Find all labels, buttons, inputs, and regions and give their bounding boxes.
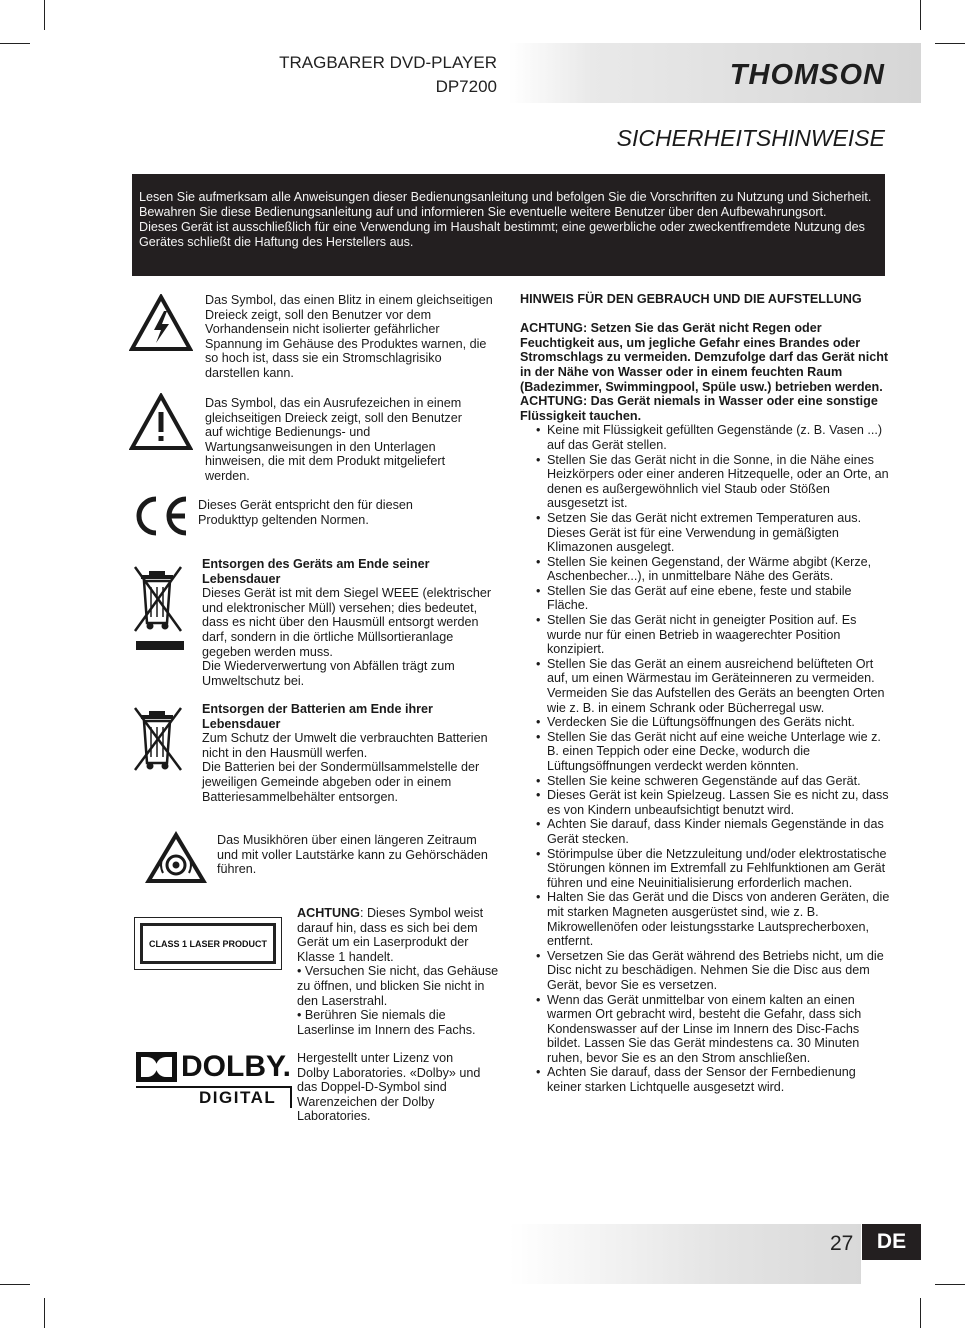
laser-block	[297, 906, 502, 1037]
intro-paragraph: Dieses Gerät ist ausschließlich für eine Verwendung im Haushalt bestimmt; eine gewerbliche oder zweckentfremdete Nutzung des Gerätes schließt die Haftung des Herstellers aus.	[139, 220, 865, 249]
list-item: • Keine mit Flüssigkeit gefüllten Gegenstände (z. B. Vasen ...) auf das Gerät stellen.	[536, 423, 892, 452]
crop-mark	[920, 0, 921, 30]
exclamation-warning-icon	[129, 393, 193, 451]
exclamation-text: Das Symbol, das ein Ausrufezeichen in einem gleichseitigen Dreieck zeigt, soll den Benutzer auf wichtige Bedienungs- und Wartungsanweisungen in den Unterlagen hinweisen, die mit dem Produkt mitgeliefert werden.	[205, 396, 462, 483]
intro-paragraph: Lesen Sie aufmerksam alle Anweisungen dieser Bedienungsanleitung und befolgen Sie die Vorschriften zu Nutzung und Sicherheit. Bewahren Sie diese Bedienungsanleitung auf und informieren Sie eventuelle weitere Benutzer über den Aufbewahrungsort.	[139, 190, 872, 219]
dolby-text: Hergestellt unter Lizenz von Dolby Laboratories. «Dolby» und das Doppel-D-Symbol sind Warenzeichen der Dolby Laboratories.	[297, 1051, 481, 1124]
crop-mark	[0, 43, 30, 44]
usage-heading: HINWEIS FÜR DEN GEBRAUCH UND DIE AUFSTELLUNG	[520, 292, 862, 306]
crop-mark	[920, 1298, 921, 1328]
list-item: • Achten Sie darauf, dass der Sensor der Fernbedienung keiner starken Lichtquelle ausgesetzt wird.	[536, 1065, 892, 1094]
dolby-digital-logo: DIGITAL	[199, 1088, 277, 1107]
ce-text: Dieses Gerät entspricht den für diesen Produkttyp geltenden Normen.	[198, 498, 413, 527]
usage-warning: ACHTUNG: Setzen Sie das Gerät nicht Regen oder Feuchtigkeit aus, um jegliche Gefahr eines Brandes oder Stromschlags zu vermeiden. Demzufolge darf das Gerät nicht in der Nähe von Wasser oder in einem feuchten Raum (Badezimmer, Swimmingpool, Spüle usw.) betrieben werden.	[520, 321, 889, 394]
crop-mark	[935, 43, 965, 44]
hearing-warning-icon	[143, 829, 209, 885]
weee-text: Die Wiederverwertung von Abfällen trägt zum Umweltschutz bei.	[202, 659, 455, 688]
weee-bin-icon	[133, 565, 187, 653]
crop-mark	[44, 0, 45, 30]
battery-title: Entsorgen der Batterien am Ende ihrer Lebensdauer	[202, 702, 433, 731]
battery-block	[202, 702, 497, 804]
crop-mark	[935, 1284, 965, 1285]
laser-class-text: CLASS 1 LASER PRODUCT	[140, 923, 276, 964]
laser-bullet: • Berühren Sie niemals die Laserlinse im Innern des Fachs.	[297, 1008, 476, 1037]
lightning-warning-icon	[129, 294, 193, 352]
weee-block	[202, 557, 497, 688]
list-item: • Dieses Gerät ist kein Spielzeug. Lassen Sie es nicht zu, dass es von Kindern unbeaufsichtigt benutzt wird.	[536, 788, 892, 817]
language-badge: DE	[862, 1224, 921, 1260]
page-number: 27	[830, 1232, 854, 1255]
crop-mark	[44, 1298, 45, 1328]
ce-mark-icon	[132, 494, 190, 538]
brand-logo: THOMSON	[729, 59, 885, 91]
list-item: • Stellen Sie keine schweren Gegenstände auf das Gerät.	[536, 774, 892, 789]
list-item: • Wenn das Gerät unmittelbar von einem kalten an einen warmen Ort gebracht wird, besteht die Gefahr, dass sich Kondenswasser auf der Linse im Innern des Disc-Fachs bildet. Lassen Sie das Gerät mindestens ca. 30 Minuten ruhen, bevor Sie es an den Strom anschließen.	[536, 993, 892, 1066]
model-number: DP7200	[435, 77, 497, 96]
dolby-double-d-icon	[136, 1052, 177, 1082]
list-item: • Versetzen Sie das Gerät während des Betriebs nicht, um die Disc nicht zu beschädigen. Nehmen Sie die Disc aus dem Gerät, bevor Sie es versetzen.	[536, 949, 892, 993]
intro-box	[132, 174, 885, 276]
list-item: • Stellen Sie das Gerät nicht in die Sonne, in die Nähe eines Heizkörpers oder einer anderen Hitzequelle, oder an Orte, an denen es außergewöhnlich viel Staub oder Stößen ausgesetzt ist.	[536, 453, 892, 511]
battery-text: Zum Schutz der Umwelt die verbrauchten Batterien nicht in den Hausmüll werfen.	[202, 731, 488, 760]
laser-text: : Dieses Symbol weist darauf hin, dass es sich bei dem Gerät um ein Laserprodukt der Klasse 1 handelt.	[297, 906, 484, 964]
footer-band	[509, 1224, 861, 1284]
dolby-rule	[290, 1086, 292, 1108]
usage-notes	[520, 292, 892, 1095]
list-item: • Stellen Sie das Gerät nicht auf eine weiche Unterlage wie z. B. einen Teppich oder eine Decke, wodurch die Lüftungsöffnungen verdeckt werden könnten.	[536, 730, 892, 774]
list-item: • Halten Sie das Gerät und die Discs von anderen Geräten, die mit starken Magneten ausgerüstet sind, wie z. B. Mikrowellenöfen oder leistungsstarke Lautsprecherboxen, entfernt.	[536, 890, 892, 948]
usage-list	[520, 423, 892, 1094]
weee-text: Dieses Gerät ist mit dem Siegel WEEE (elektrischer und elektronischer Müll) versehen; dies bedeutet, dass es nicht über den Hausmüll entsorgt werden darf, sondern in die örtliche Müllsortieranlage gegeben werden muss.	[202, 586, 492, 659]
page-title: SICHERHEITSHINWEISE	[616, 125, 885, 151]
list-item: • Stellen Sie das Gerät an einem ausreichend belüfteten Ort auf, um einen Wärmestau im Geräteinneren zu vermeiden. Vermeiden Sie das Aufstellen des Geräts an beengten Orten wie z. B. in einem Schrank oder Bücherregal usw.	[536, 657, 892, 715]
list-item: • Achten Sie darauf, dass Kinder niemals Gegenstände in das Gerät stecken.	[536, 817, 892, 846]
usage-warning: ACHTUNG: Das Gerät niemals in Wasser oder eine sonstige Flüssigkeit tauchen.	[520, 394, 878, 423]
lightning-text: Das Symbol, das einen Blitz in einem gleichseitigen Dreieck zeigt, soll den Benutzer vor dem Vorhandensein nicht isolierter gefährlicher Spannung im Gehäuse des Produktes warnen, die so hoch ist, dass sie ein Stromschlagrisiko darstellen kann.	[205, 293, 493, 380]
list-item: • Setzen Sie das Gerät nicht extremen Temperaturen aus. Dieses Gerät ist für eine Verwendung in gemäßigten Klimazonen ausgelegt.	[536, 511, 892, 555]
crop-mark	[0, 1284, 30, 1285]
list-item: • Stellen Sie keinen Gegenstand, der Wärme abgibt (Kerze, Aschenbecher...), in unmittelbare Nähe des Geräts.	[536, 555, 892, 584]
dolby-logo: DOLBY.	[181, 1050, 292, 1083]
battery-bin-icon	[133, 707, 187, 771]
battery-text: Die Batterien bei der Sondermüllsammelstelle der jeweiligen Gemeinde abgeben oder in einem Batteriesammelbehälter entsorgen.	[202, 760, 480, 804]
hearing-text: Das Musikhören über einen längeren Zeitraum und mit voller Lautstärke kann zu Gehörschäden führen.	[217, 833, 488, 877]
product-line: TRAGBARER DVD-PLAYER	[279, 53, 497, 72]
list-item: • Verdecken Sie die Lüftungsöffnungen des Geräts nicht.	[536, 715, 892, 730]
list-item: • Stellen Sie das Gerät nicht in geneigter Position auf. Es wurde nur für einen Betrieb in waagerechter Position konzipiert.	[536, 613, 892, 657]
laser-class-label	[134, 917, 282, 970]
laser-bullet: • Versuchen Sie nicht, das Gehäuse zu öffnen, und blicken Sie nicht in den Laserstrahl.	[297, 964, 499, 1008]
list-item: • Stellen Sie das Gerät auf eine ebene, feste und stabile Fläche.	[536, 584, 892, 613]
list-item: • Störimpulse über die Netzzuleitung und/oder elektrostatische Störungen können im Extremfall zu Fehlfunktionen am Gerät führen und eine Neuinitialisierung erforderlich machen.	[536, 847, 892, 891]
laser-heading: ACHTUNG	[297, 906, 360, 920]
weee-title: Entsorgen des Geräts am Ende seiner Lebensdauer	[202, 557, 430, 586]
